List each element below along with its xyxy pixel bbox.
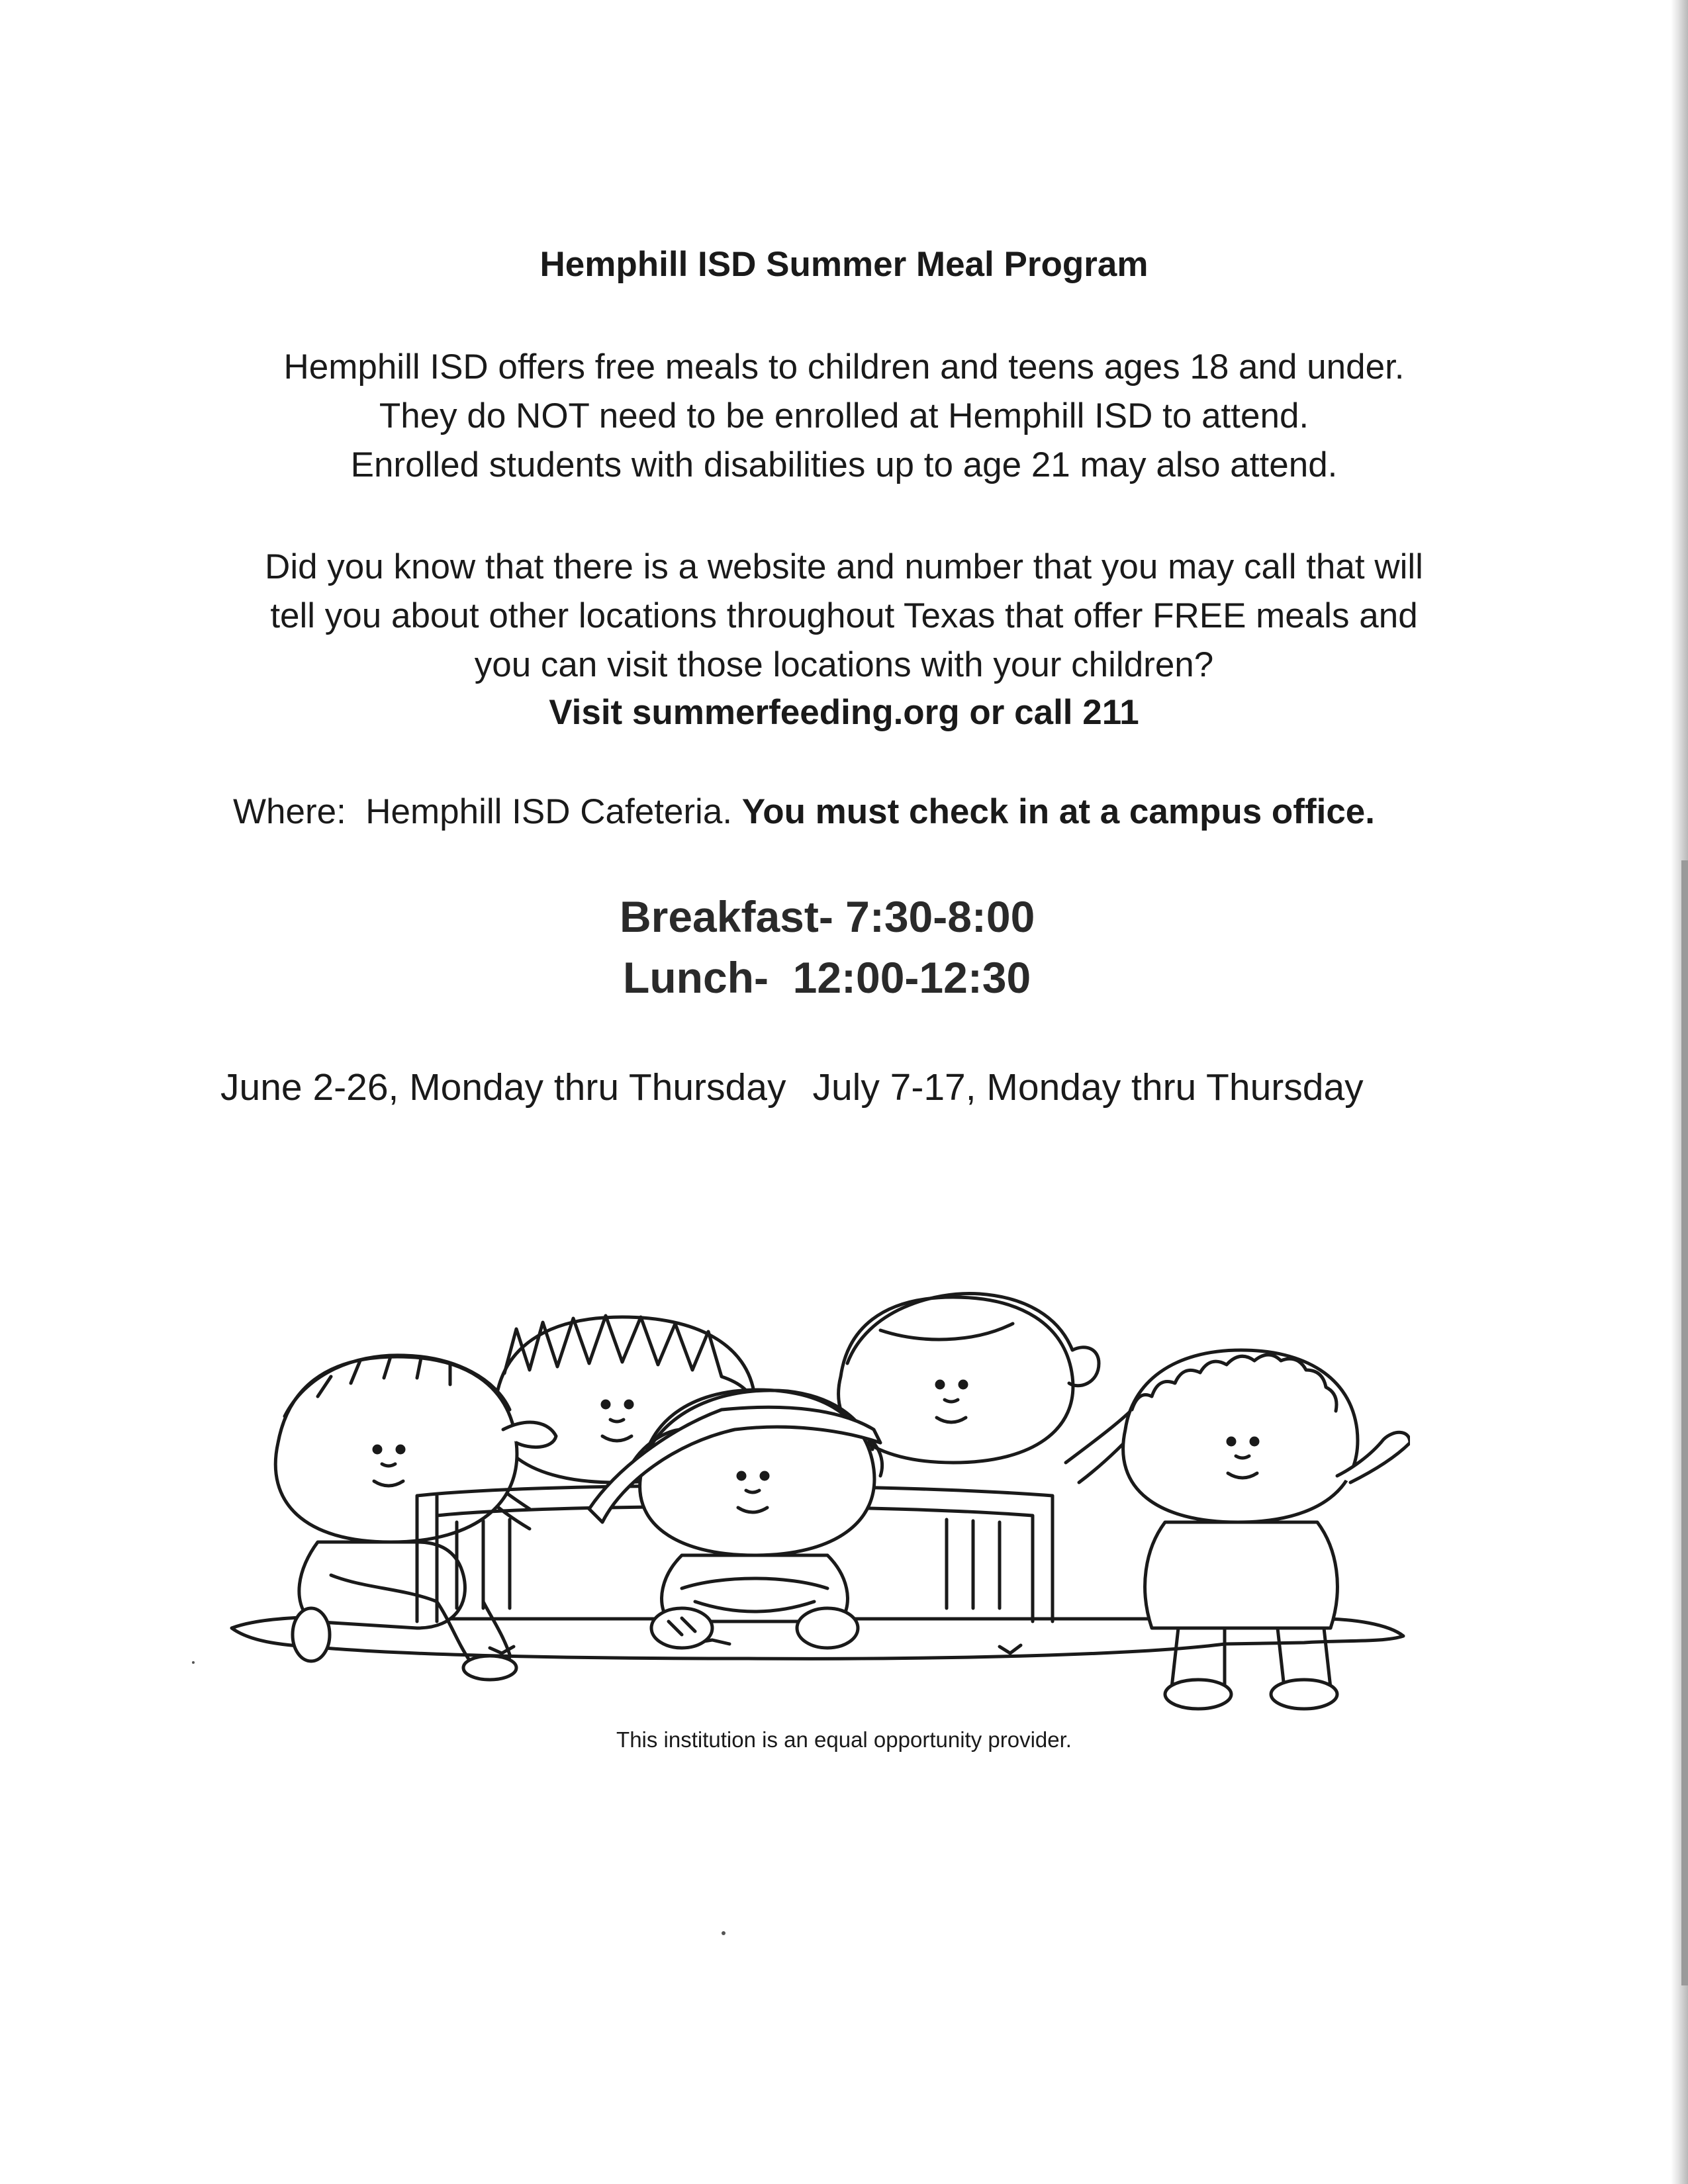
intro-line: Hemphill ISD offers free meals to children and teens ages 18 and under. [283, 347, 1405, 387]
info-line: tell you about other locations throughout Texas that offer FREE meals and [270, 596, 1418, 635]
children-sitting-together-illustration [218, 1231, 1410, 1734]
where-label: Where: [233, 792, 346, 831]
june-dates: June 2-26, Monday thru Thursday [220, 1066, 786, 1109]
breakfast-time: Breakfast- 7:30-8:00 [620, 892, 1035, 941]
visit-line: Visit summerfeeding.org or call 211 [549, 693, 1139, 732]
where-location: Hemphill ISD Cafeteria. [365, 792, 733, 831]
scan-edge-shadow [1681, 860, 1688, 1985]
intro-paragraph [0, 343, 1688, 490]
where-line [233, 788, 1375, 837]
dates-line [220, 1061, 1364, 1114]
page-title: Hemphill ISD Summer Meal Program [539, 245, 1149, 284]
july-dates: July 7-17, Monday thru Thursday [812, 1066, 1364, 1109]
info-line: Did you know that there is a website and number that you may call that will [265, 547, 1423, 586]
scan-speck [192, 1661, 195, 1664]
lunch-time: Lunch- 12:00-12:30 [623, 953, 1031, 1002]
scan-speck [722, 1931, 726, 1935]
intro-line: They do NOT need to be enrolled at Hemphill ISD to attend. [379, 396, 1309, 435]
info-paragraph [0, 543, 1688, 690]
info-line: you can visit those locations with your children? [474, 645, 1214, 684]
equal-opportunity-statement: This institution is an equal opportunity provider. [616, 1727, 1072, 1752]
where-note: You must check in at a campus office. [741, 792, 1376, 831]
intro-line: Enrolled students with disabilities up to age 21 may also attend. [350, 445, 1338, 484]
